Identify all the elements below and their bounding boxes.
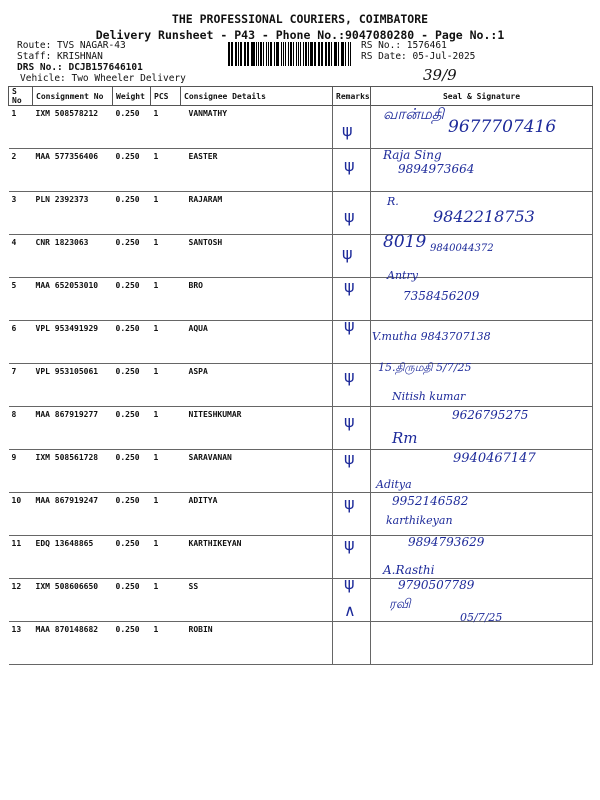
signature-phone: 15.திருமதி 5/7/25 [378,361,472,374]
cell-sno: 1 [9,106,33,149]
cell-remarks [333,622,371,665]
signature-phone: 9842218753 [433,207,535,226]
cell-consignee: RAJARAM [181,192,333,235]
cell-consignment: MAA 652053010 [33,278,113,321]
cell-sno: 5 [9,278,33,321]
barcode-bar [252,42,254,66]
barcode-bar [310,42,312,66]
cell-pcs: 1 [151,364,181,407]
cell-pcs: 1 [151,106,181,149]
vehicle-label: Vehicle: Two Wheeler Delivery [20,73,186,84]
barcode-bar [263,42,265,66]
remark-tick-icon: ψ [344,316,355,335]
barcode-bar [293,42,295,66]
remark-tick-icon: ψ [344,367,355,386]
cell-sno: 12 [9,579,33,622]
signature-phone: 9840044372 [430,243,494,254]
cell-pcs: 1 [151,278,181,321]
cell-sno: 6 [9,321,33,364]
cell-weight: 0.250 [113,278,151,321]
signature-phone: 9894793629 [408,535,485,549]
cell-consignment: EDQ 13648865 [33,536,113,579]
barcode-bar [308,42,309,66]
cell-consignment: PLN 2392373 [33,192,113,235]
cell-signature [371,622,593,665]
cell-pcs: 1 [151,407,181,450]
cell-consignment: VPL 953491929 [33,321,113,364]
header-weight: Weight [113,87,151,106]
cell-sno: 2 [9,149,33,192]
cell-consignment: MAA 867919277 [33,407,113,450]
barcode-bar [342,42,344,66]
barcode-bar [283,42,285,66]
table-row [9,235,593,278]
runsheet-title: Delivery Runsheet - P43 - Phone No.:9047080280 - Page No.:1 [95,28,505,42]
header-pcs: PCS [151,87,181,106]
cell-weight: 0.250 [113,235,151,278]
barcode-bar [260,42,262,66]
signature-phone: V.mutha 9843707138 [372,330,491,343]
cell-consignee: BRO [181,278,333,321]
barcode-bar [348,42,349,66]
barcode-bar [231,42,232,66]
signature-name: Nitish kumar [392,390,466,403]
barcode-bar [245,42,246,66]
cell-pcs: 1 [151,622,181,665]
cell-sno: 8 [9,407,33,450]
cell-sno: 7 [9,364,33,407]
cell-weight: 0.250 [113,450,151,493]
remark-tick-icon: ∧ [344,601,356,620]
header-signature: Seal & Signature [371,87,593,106]
company-title: THE PROFESSIONAL COURIERS, COIMBATORE [171,12,429,26]
remark-tick-icon: ψ [344,494,355,513]
remark-tick-icon: ψ [342,244,353,263]
barcode-bar [238,42,239,66]
cell-weight: 0.250 [113,536,151,579]
cell-sno: 13 [9,622,33,665]
cell-consignee: AQUA [181,321,333,364]
cell-pcs: 1 [151,493,181,536]
remark-tick-icon: ψ [344,156,355,175]
signature-name: ரவி [389,597,411,612]
cell-pcs: 1 [151,235,181,278]
remark-tick-icon: ψ [344,449,355,468]
cell-weight: 0.250 [113,407,151,450]
cell-weight: 0.250 [113,622,151,665]
barcode-bar [251,42,252,66]
signature-phone: 9626795275 [452,408,529,422]
cell-sno: 11 [9,536,33,579]
barcode-bar [235,42,237,66]
signature-phone: 9790507789 [398,578,475,592]
signature-name: Antry [387,269,418,282]
cell-sno: 9 [9,450,33,493]
handwritten-top-note: 39/9 [423,66,457,84]
staff-label: Staff: KRISHNAN [17,51,103,62]
cell-consignee: ASPA [181,364,333,407]
barcode-bar [318,42,320,66]
barcode-bar [345,42,347,66]
header-consignment: Consignment No [33,87,113,106]
cell-consignee: ROBIN [181,622,333,665]
signature-phone: 9952146582 [392,494,469,508]
table-row [9,149,593,192]
cell-consignee: SANTOSH [181,235,333,278]
cell-weight: 0.250 [113,579,151,622]
barcode-bar [350,42,351,66]
cell-consignment: IXM 508606650 [33,579,113,622]
cell-pcs: 1 [151,321,181,364]
barcode-bar [338,42,339,66]
barcode-bar [334,42,335,66]
header-sno: S No [9,87,33,106]
cell-weight: 0.250 [113,192,151,235]
cell-pcs: 1 [151,536,181,579]
cell-consignee: SARAVANAN [181,450,333,493]
remark-tick-icon: ψ [344,535,355,554]
barcode-bar [247,42,249,66]
signature-name: Rm [392,429,418,447]
table-row [9,278,593,321]
cell-sno: 4 [9,235,33,278]
cell-pcs: 1 [151,579,181,622]
barcode-bar [325,42,327,66]
barcode-bar [305,42,307,66]
table-row [9,536,593,579]
remark-tick-icon: ψ [344,412,355,431]
barcode-bar [244,42,245,66]
signature-name: R. [387,195,399,208]
cell-consignee: ADITYA [181,493,333,536]
barcode-bar [270,42,272,66]
barcode-bar [256,42,257,66]
signature-name: karthikeyan [386,514,453,527]
barcode-bar [285,42,286,66]
barcode-bar [290,42,292,66]
cell-consignee: NITESHKUMAR [181,407,333,450]
barcode-bar [296,42,297,66]
barcode-bar [321,42,322,66]
barcode-bar [240,42,242,66]
barcode-bar [232,42,233,66]
cell-weight: 0.250 [113,364,151,407]
barcode-bar [303,42,305,66]
route-label: Route: TVS NAGAR-43 [17,40,126,51]
cell-consignee: VANMATHY [181,106,333,149]
signature-phone: 7358456209 [403,289,480,303]
cell-consignee: KARTHIKEYAN [181,536,333,579]
cell-pcs: 1 [151,149,181,192]
cell-consignment: IXM 508561728 [33,450,113,493]
table-row [9,493,593,536]
remark-tick-icon: ψ [342,121,353,140]
barcode-bar [268,42,269,66]
barcode-bar [328,42,330,66]
cell-weight: 0.250 [113,106,151,149]
cell-weight: 0.250 [113,149,151,192]
table-row [9,622,593,665]
remark-tick-icon: ψ [344,207,355,226]
drs-number: DRS No.: DCJB157646101 [17,62,143,73]
barcode-bar [281,42,282,66]
cell-weight: 0.250 [113,321,151,364]
table-header-row [9,87,593,106]
signature-phone: 05/7/25 [460,611,503,624]
cell-consignee: SS [181,579,333,622]
barcode-bar [228,42,230,66]
table-row [9,364,593,407]
signature-name: A.Rasthi [383,563,435,577]
signature-name: 8019 [383,232,427,252]
cell-consignment: MAA 577356406 [33,149,113,192]
signature-phone: 9677707416 [448,117,557,137]
barcode-bar [331,42,332,66]
header-consignee: Consignee Details [181,87,333,106]
barcode-bar [300,42,301,66]
remark-tick-icon: ψ [344,277,355,296]
cell-sno: 10 [9,493,33,536]
barcode-bar [258,42,259,66]
cell-consignment: CNR 1823063 [33,235,113,278]
cell-consignment: MAA 870148682 [33,622,113,665]
barcode-bar [322,42,323,66]
remark-tick-icon: ψ [344,574,355,593]
barcode-bar [288,42,289,66]
signature-name: வான்மதி [383,105,445,123]
table-row [9,579,593,622]
barcode-bar [335,42,337,66]
rs-date: RS Date: 05-Jul-2025 [361,51,476,62]
barcode-bar [315,42,316,66]
signature-phone: 9940467147 [453,451,536,466]
cell-pcs: 1 [151,192,181,235]
barcode-bar [298,42,299,66]
cell-pcs: 1 [151,450,181,493]
cell-consignee: EASTER [181,149,333,192]
cell-consignment: IXM 508578212 [33,106,113,149]
barcode [228,42,352,66]
table-row [9,321,593,364]
barcode-bar [314,42,315,66]
signature-name: Aditya [376,478,412,491]
runsheet-table [8,86,593,665]
barcode-bar [276,42,277,66]
signature-phone: 9894973664 [398,162,475,176]
cell-consignment: MAA 867919247 [33,493,113,536]
barcode-bar [341,42,342,66]
signature-name: Raja Sing [383,148,442,162]
cell-sno: 3 [9,192,33,235]
header-remarks: Remarks [333,87,371,106]
cell-consignment: VPL 953105061 [33,364,113,407]
rs-number: RS No.: 1576461 [361,40,447,51]
barcode-bar [274,42,275,66]
cell-weight: 0.250 [113,493,151,536]
barcode-bar [277,42,279,66]
barcode-bar [266,42,267,66]
